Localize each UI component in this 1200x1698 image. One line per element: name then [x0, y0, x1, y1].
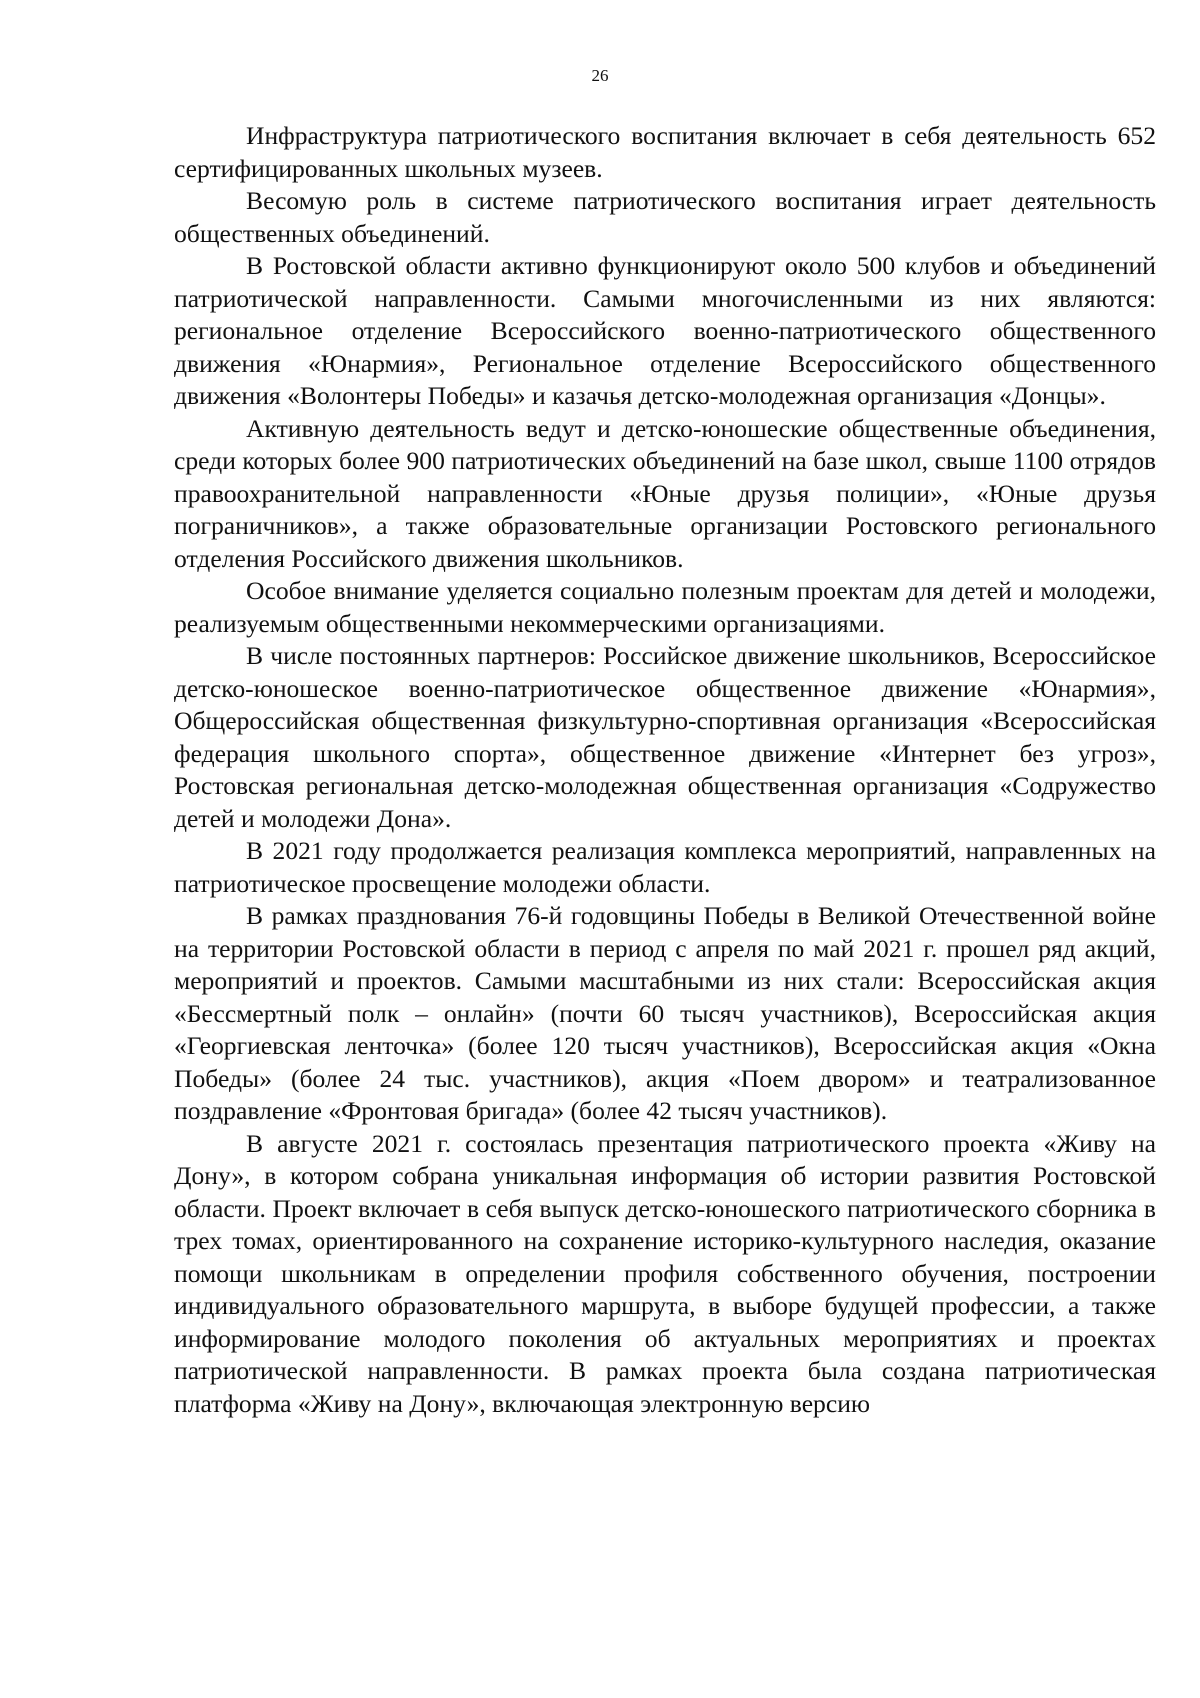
paragraph-youth-associations: Активную деятельность ведут и детско-юношеские общественные объединения, среди которых более 900 патриотических объединений на базе школ, свыше 1100 отрядов правоохранительной направленности «Юные друзья полиции», «Юные друзья пограничников», а также образовательные организации Ростовского регионального отделения Российского движения школьников. — [174, 413, 1156, 573]
paragraph-public-associations: Весомую роль в системе патриотического воспитания играет деятельность общественных объединений. — [174, 186, 1156, 248]
paragraph-live-on-don-project: В августе 2021 г. состоялась презентация патриотического проекта «Живу на Дону», в котором собрана уникальная информация об истории развития Ростовской области. Проект включает в себя выпуск детско-юношеского патриотического сборника в трех томах, ориентированного на сохранение историко-культурного наследия, оказание помощи школьникам в определении профиля собственного обучения, построении индивидуального образовательного маршрута, в выборе будущей профессии, а также информирование молодого поколения об актуальных мероприятиях и проектах патриотической направленности. В рамках проекта была создана патриотическая платформа «Живу на Дону», включающая электронную версию — [174, 1128, 1156, 1418]
page-number: 26 — [591, 66, 609, 85]
paragraph-partners: В числе постоянных партнеров: Российское движение школьников, Всероссийское детско-юношеское военно-патриотическое общественное движение «Юнармия», Общероссийская общественная физкультурно-спортивная организация «Всероссийская федерация школьного спорта», общественное движение «Интернет без угроз», Ростовская региональная детско-молодежная общественная организация «Содружество детей и молодежи Дона». — [174, 641, 1156, 833]
paragraph-museums: Инфраструктура патриотического воспитания включает в себя деятельность 652 сертифицированных школьных музеев. — [174, 121, 1156, 183]
document-body — [174, 120, 1156, 1420]
paragraph-victory-anniversary: В рамках празднования 76-й годовщины Победы в Великой Отечественной войне на территории Ростовской области в период с апреля по май 2021 г. прошел ряд акций, мероприятий и проектов. Самыми масштабными из них стали: Всероссийская акция «Бессмертный полк – онлайн» (почти 60 тысяч участников), Всероссийская акция «Георгиевская ленточка» (более 120 тысяч участников), Всероссийская акция «Окна Победы» (более 24 тыс. участников), акция «Поем двором» и театрализованное поздравление «Фронтовая бригада» (более 42 тысяч участников). — [174, 901, 1156, 1125]
paragraph-2021-events: В 2021 году продолжается реализация комплекса мероприятий, направленных на патриотическое просвещение молодежи области. — [174, 836, 1156, 898]
paragraph-clubs: В Ростовской области активно функционируют около 500 клубов и объединений патриотической направленности. Самыми многочисленными из них являются: региональное отделение Всероссийского военно-патриотического общественного движения «Юнармия», Региональное отделение Всероссийского общественного движения «Волонтеры Победы» и казачья детско-молодежная организация «Донцы». — [174, 251, 1156, 410]
paragraph-social-projects: Особое внимание уделяется социально полезным проектам для детей и молодежи, реализуемым общественными некоммерческими организациями. — [174, 576, 1156, 638]
